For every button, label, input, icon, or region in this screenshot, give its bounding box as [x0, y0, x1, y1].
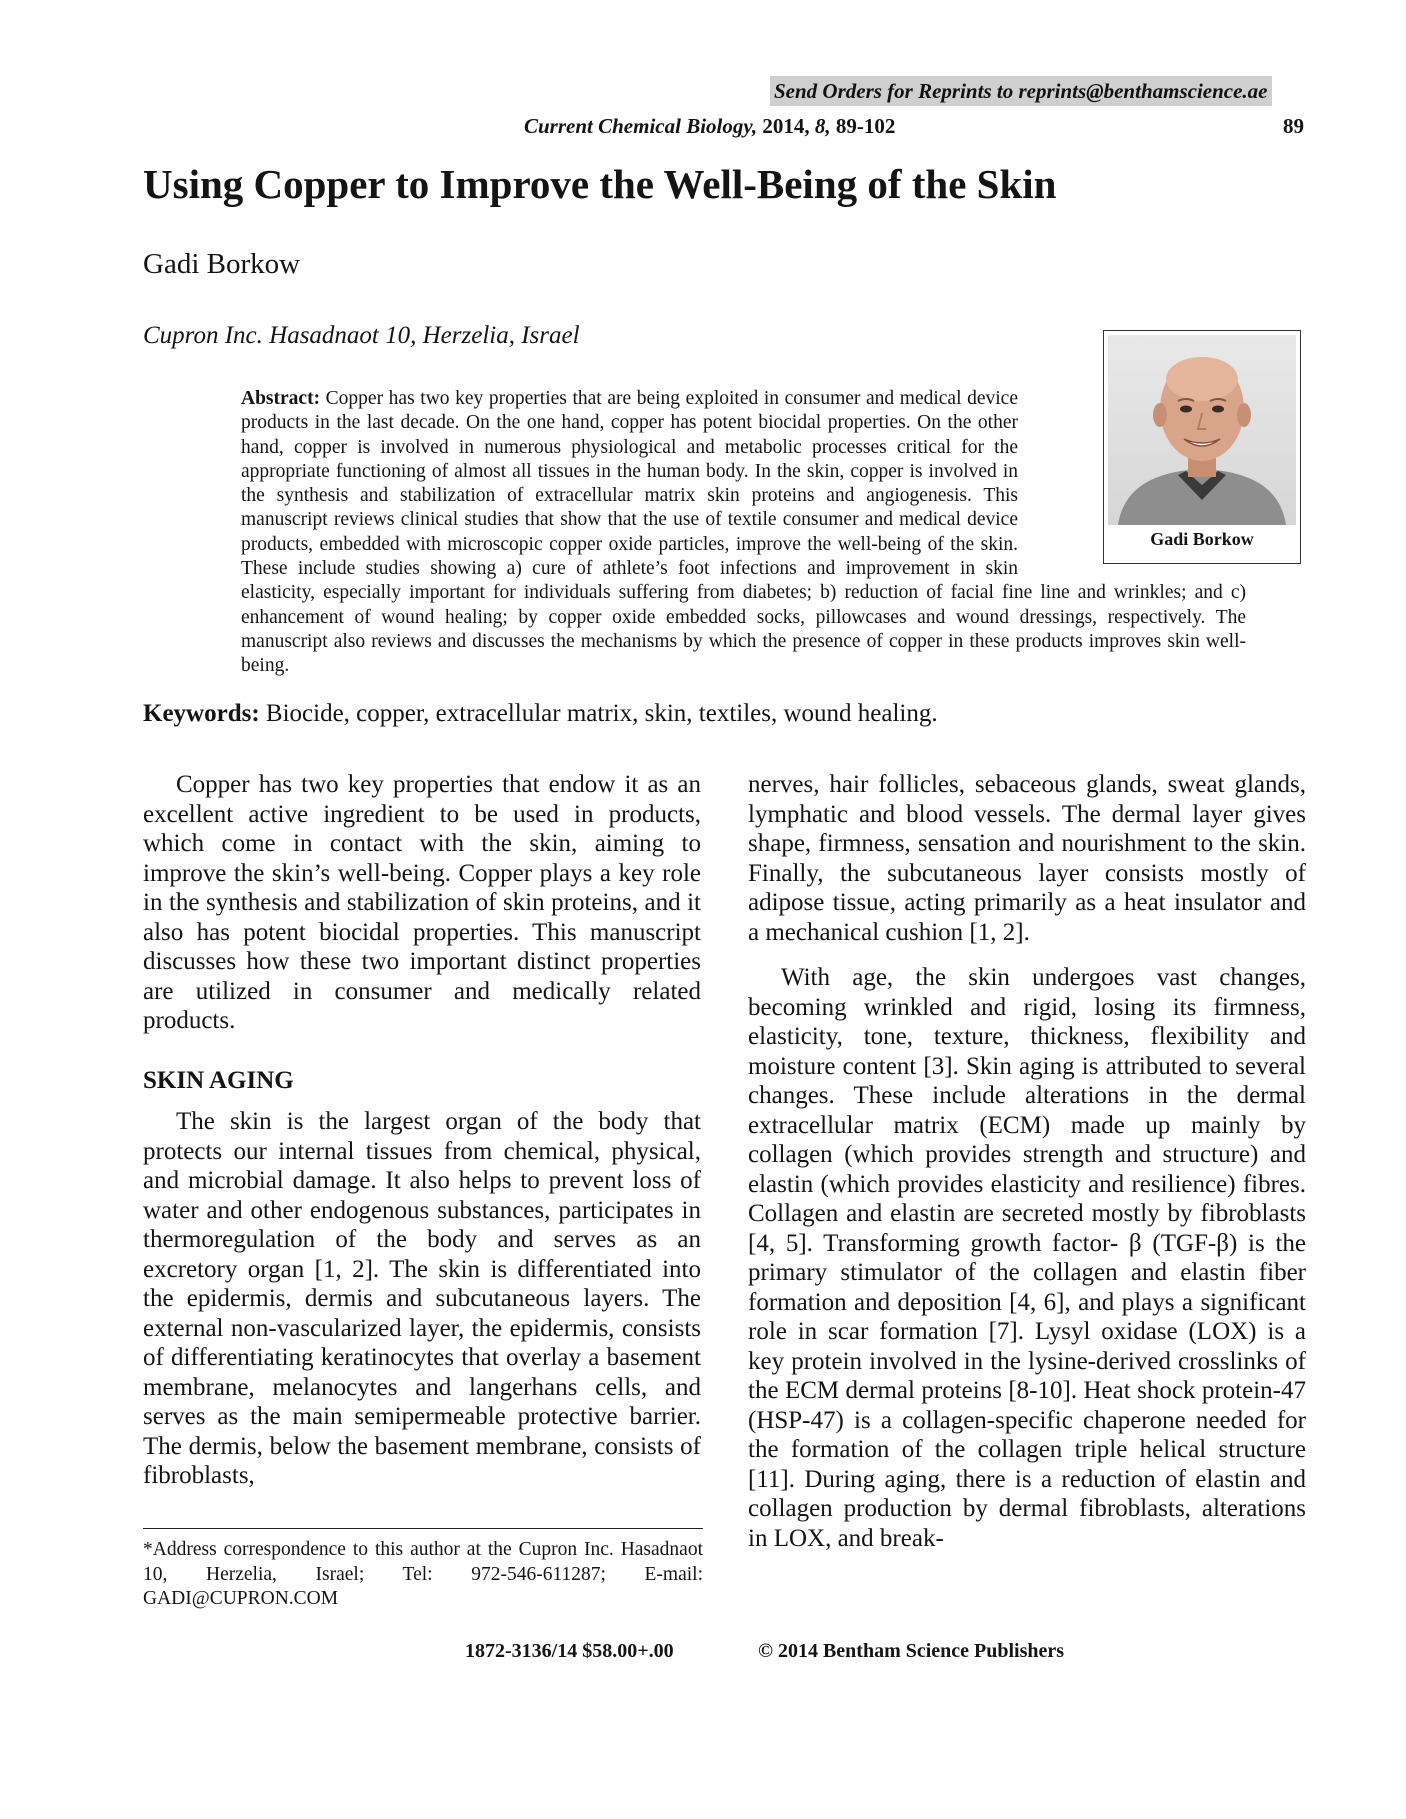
keywords-label: Keywords:	[143, 700, 260, 727]
page-number: 89	[1283, 114, 1304, 138]
correspondence-footnote: *Address correspondence to this author at the Cupron Inc. Hasadnaot 10, Herzelia, Israel; Tel: 972-546-611287; E-mail: GADI@CUPRON.COM	[143, 1539, 703, 1609]
right-paragraph-2: With age, the skin undergoes vast changes, becoming wrinkled and rigid, losing its firmness, elasticity, tone, texture, thickness, flexibility and moisture content [3]. Skin aging is attributed to several changes. These include alterations in the dermal extracellular matrix (ECM) made up mainly by collagen (which provides strength and structure) and elastin (which provides elasticity and resilience) fibres. Collagen and elastin are secreted mostly by fibroblasts [4, 5]. Transforming growth factor- β (TGF-β) is the primary stimulator of the collagen and elastin fiber formation and deposition [4, 6], and plays a significant role in scar formation [7]. Lysyl oxidase (LOX) is a key protein involved in the lysine-derived crosslinks of the ECM dermal proteins [8-10]. Heat shock protein-47 (HSP-47) is a collagen-specific chaperone needed for the formation of the collagen triple helical structure [11]. During aging, there is a reduction of elastin and collagen production by dermal fibroblasts, alterations in LOX, and break-	[748, 964, 1306, 1552]
journal-name: Current Chemical Biology,	[524, 114, 758, 138]
footnote-divider	[143, 1528, 703, 1529]
reprint-notice: Send Orders for Reprints to reprints@benthamscience.ae	[770, 76, 1272, 106]
journal-year: 2014,	[757, 114, 815, 138]
abstract-label: Abstract:	[241, 388, 321, 409]
section-heading: SKIN AGING	[143, 1066, 294, 1094]
journal-citation	[524, 114, 895, 139]
journal-pages: 89-102	[830, 114, 896, 138]
keywords-text: Biocide, copper, extracellular matrix, skin, textiles, wound healing.	[259, 700, 938, 727]
abstract-photo-gap	[1030, 387, 1246, 567]
author-affiliation: Cupron Inc. Hasadnaot 10, Herzelia, Israel	[143, 322, 580, 349]
author-name: Gadi Borkow	[143, 248, 301, 280]
abstract-text: Copper has two key properties that are being exploited in consumer and medical device products in the last decade. On the one hand, copper has potent biocidal properties. On the other hand, copper is involved in numerous physiological and metabolic processes critical for the appropriate functioning of almost all tissues in the human body. In the skin, copper is involved in the synthesis and stabilization of extracellular matrix skin proteins and angiogenesis. This manuscript reviews clinical studies that show that the use of textile consumer and medical device products, embedded with microscopic copper oxide particles, improve the well-being of the skin. These include studies showing a) cure of athlete’s foot infections and improvement in skin elasticity, especially important for individuals suffering from diabetes; b) reduction of facial fine line and wrinkles; and c) enhancement of wound healing; by copper oxide embedded socks, pillowcases and wound dressings, respectively. The manuscript also reviews and discusses the mechanisms by which the presence of copper in these products improves skin well-being.	[241, 388, 1246, 677]
issn-price: 1872-3136/14 $58.00+.00	[465, 1640, 674, 1662]
body-column-left	[143, 770, 701, 1491]
photo-caption: Gadi Borkow	[1150, 529, 1254, 549]
body-column-right	[748, 770, 1306, 1553]
copyright-notice: © 2014 Bentham Science Publishers	[758, 1640, 1065, 1662]
abstract	[241, 387, 1246, 679]
article-title: Using Copper to Improve the Well-Being of the Skin	[143, 161, 1057, 207]
keywords	[143, 700, 938, 728]
skin-paragraph: The skin is the largest organ of the body that protects our internal tissues from chemical, physical, and microbial damage. It also helps to prevent loss of water and other endogenous substances, participates in thermoregulation of the body and serves as an excretory organ [1, 2]. The skin is differentiated into the epidermis, dermis and subcutaneous layers. The external non-vascularized layer, the epidermis, consists of differentiating keratinocytes that overlay a basement membrane, melanocytes and langerhans cells, and serves as the main semipermeable protective barrier. The dermis, below the basement membrane, consists of fibroblasts,	[143, 1108, 701, 1489]
journal-volume: 8,	[814, 114, 831, 138]
intro-paragraph: Copper has two key properties that endow it as an excellent active ingredient to be used in products, which come in contact with the skin, aiming to improve the skin’s well-being. Copper plays a key role in the synthesis and stabilization of skin proteins, and it also has potent biocidal properties. This manuscript discusses how these two important distinct properties are utilized in consumer and medically related products.	[143, 771, 701, 1034]
right-paragraph-1: nerves, hair follicles, sebaceous glands, sweat glands, lymphatic and blood vessels. The dermal layer gives shape, firmness, sensation and nourishment to the skin. Finally, the subcutaneous layer consists mostly of adipose tissue, acting primarily as a heat insulator and a mechanical cushion [1, 2].	[748, 771, 1306, 946]
